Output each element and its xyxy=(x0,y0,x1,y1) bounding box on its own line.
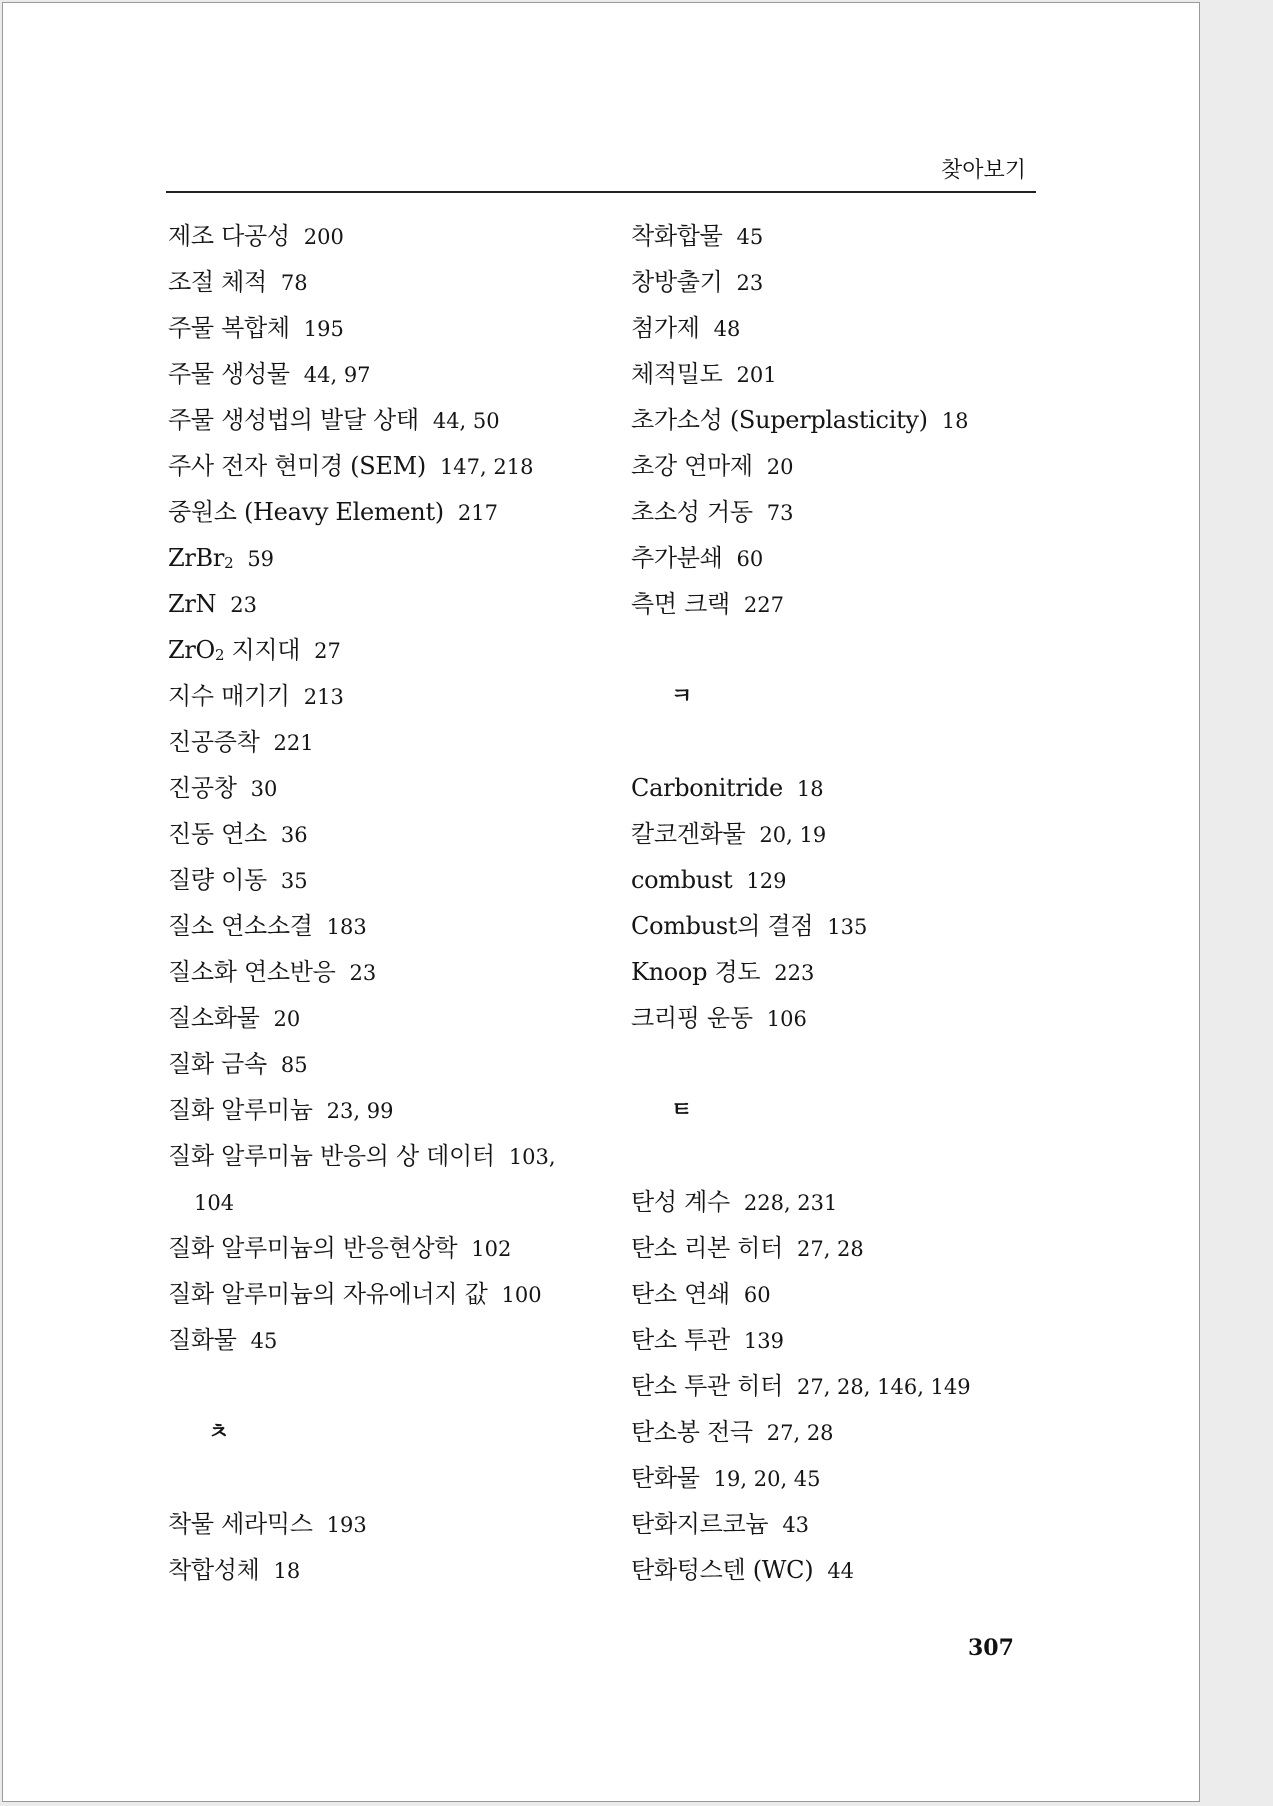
index-entry xyxy=(168,859,638,905)
index-entry-term: 질량 이동 xyxy=(168,866,267,894)
index-entry-pages: 20, 19 xyxy=(759,823,827,847)
index-entry-term: 질소화물 xyxy=(168,1004,260,1032)
index-entry-continuation xyxy=(168,1181,638,1227)
index-entry-term: 추가분쇄 xyxy=(631,544,723,572)
index-entry-pages: 27 xyxy=(314,639,341,663)
index-entry xyxy=(631,1457,1101,1503)
index-entry xyxy=(631,997,1101,1043)
index-entry-term: 탄소 투관 xyxy=(631,1326,730,1354)
index-entry-pages: 35 xyxy=(280,869,308,893)
index-entry-term: 주물 생성물 xyxy=(168,360,290,388)
index-entry xyxy=(168,215,638,261)
index-entry xyxy=(631,859,1101,905)
index-entry-term: combust xyxy=(631,866,733,894)
index-entry-term: 착화합물 xyxy=(631,222,723,250)
index-entry-pages: 73 xyxy=(766,501,794,525)
index-entry xyxy=(168,261,638,307)
index-entry-term: 탄화텅스텐 (WC) xyxy=(631,1556,814,1584)
index-entry-pages: 44, 97 xyxy=(303,363,371,387)
index-entry xyxy=(168,307,638,353)
index-entry xyxy=(631,537,1101,583)
index-column-left xyxy=(168,215,638,1595)
index-entry xyxy=(631,215,1101,261)
index-entry xyxy=(168,675,638,721)
index-entry xyxy=(168,491,638,537)
index-entry-pages: 201 xyxy=(736,363,777,387)
index-entry-pages: 217 xyxy=(457,501,498,525)
index-entry-pages: 227 xyxy=(743,593,784,617)
index-entry-pages: 18 xyxy=(796,777,824,801)
index-entry xyxy=(168,353,638,399)
index-spacer xyxy=(631,629,1101,675)
index-entry-term: 착물 세라믹스 xyxy=(168,1510,313,1538)
index-entry-term: 창방출기 xyxy=(631,268,723,296)
index-entry xyxy=(168,767,638,813)
term-subscript: 2 xyxy=(224,554,234,572)
index-entry xyxy=(631,445,1101,491)
index-entry-term: 질소화 연소반응 xyxy=(168,958,336,986)
page-number: 307 xyxy=(968,1635,1014,1661)
index-entry-pages: 18 xyxy=(273,1559,301,1583)
index-entry xyxy=(168,1089,638,1135)
index-spacer xyxy=(168,1457,638,1503)
index-entry-term: 체적밀도 xyxy=(631,360,723,388)
index-entry-pages: 60 xyxy=(743,1283,771,1307)
index-entry-pages: 20 xyxy=(273,1007,301,1031)
index-entry xyxy=(168,1135,638,1181)
index-entry-term: 탄화지르코늄 xyxy=(631,1510,769,1538)
index-entry xyxy=(168,813,638,859)
index-entry-pages: 104 xyxy=(194,1191,235,1215)
index-spacer xyxy=(168,1365,638,1411)
index-entry-term: 제조 다공성 xyxy=(168,222,290,250)
index-entry xyxy=(168,1549,638,1595)
index-entry-term: 초강 연마제 xyxy=(631,452,753,480)
index-section-heading: ㅋ xyxy=(671,683,693,709)
index-entry-term: Knoop 경도 xyxy=(631,958,761,986)
index-entry-pages: 183 xyxy=(326,915,367,939)
index-spacer xyxy=(631,721,1101,767)
index-entry-term: 조절 체적 xyxy=(168,268,267,296)
index-entry-term: 진동 연소 xyxy=(168,820,267,848)
index-entry xyxy=(631,1365,1101,1411)
index-entry xyxy=(631,491,1101,537)
term-text: ZrBr xyxy=(168,544,225,572)
index-entry-term: 질화 알루미늄 xyxy=(168,1096,313,1124)
index-entry xyxy=(168,1227,638,1273)
index-entry-term: 측면 크랙 xyxy=(631,590,730,618)
index-entry-pages: 213 xyxy=(303,685,344,709)
viewer-background xyxy=(1201,0,1273,1806)
book-page xyxy=(2,2,1200,1802)
index-entry-pages: 200 xyxy=(303,225,344,249)
index-entry-pages: 45 xyxy=(250,1329,278,1353)
index-spacer xyxy=(631,1043,1101,1089)
index-entry xyxy=(168,629,638,675)
index-entry xyxy=(168,997,638,1043)
index-entry-pages: 27, 28 xyxy=(766,1421,834,1445)
index-entry-pages: 43 xyxy=(782,1513,810,1537)
index-entry-term: 초가소성 (Superplasticity) xyxy=(631,406,928,434)
index-entry-pages: 102 xyxy=(471,1237,512,1261)
index-entry-pages: 193 xyxy=(326,1513,367,1537)
index-entry-pages: 139 xyxy=(743,1329,784,1353)
index-entry-pages: 20 xyxy=(766,455,794,479)
index-entry xyxy=(631,1549,1101,1595)
index-entry-pages: 221 xyxy=(273,731,314,755)
index-entry-term: 질화 알루미늄의 자유에너지 값 xyxy=(168,1280,488,1308)
index-entry-pages: 78 xyxy=(280,271,308,295)
index-entry-term: Combust의 결점 xyxy=(631,912,814,940)
index-entry-pages: 19, 20, 45 xyxy=(713,1467,821,1491)
index-entry-term xyxy=(168,636,300,664)
index-entry xyxy=(168,905,638,951)
index-entry-pages: 27, 28 xyxy=(796,1237,864,1261)
index-entry-term xyxy=(168,544,233,572)
index-entry-pages: 48 xyxy=(713,317,741,341)
index-entry-term: 질화 금속 xyxy=(168,1050,267,1078)
index-entry xyxy=(631,399,1101,445)
term-subscript: 2 xyxy=(214,646,225,664)
index-entry xyxy=(631,1273,1101,1319)
index-entry-pages: 18 xyxy=(941,409,969,433)
index-entry-term: 탄소 리본 히터 xyxy=(631,1234,783,1262)
index-entry xyxy=(168,951,638,997)
header-rule xyxy=(166,191,1036,193)
index-entry xyxy=(168,399,638,445)
index-entry-pages: 23 xyxy=(230,593,257,617)
index-entry-term: 첨가제 xyxy=(631,314,700,342)
index-entry-pages: 228, 231 xyxy=(743,1191,838,1215)
index-entry-term: 질소 연소소결 xyxy=(168,912,313,940)
index-spacer xyxy=(631,1135,1101,1181)
index-entry-term: 주사 전자 현미경 (SEM) xyxy=(168,452,426,480)
index-entry xyxy=(631,951,1101,997)
index-entry xyxy=(168,583,638,629)
index-entry-term: 중원소 (Heavy Element) xyxy=(168,498,444,526)
index-entry xyxy=(631,353,1101,399)
index-entry xyxy=(631,1227,1101,1273)
index-entry-term: Carbonitride xyxy=(631,774,783,802)
index-entry xyxy=(168,537,638,583)
index-entry-pages: 103, xyxy=(508,1145,556,1169)
index-entry-pages: 23 xyxy=(349,961,377,985)
index-entry xyxy=(631,1503,1101,1549)
index-entry xyxy=(631,1411,1101,1457)
index-entry-term: 착합성체 xyxy=(168,1556,260,1584)
index-entry-term: 탄성 계수 xyxy=(631,1188,730,1216)
index-entry-pages: 106 xyxy=(766,1007,807,1031)
index-entry-term: 탄소 투관 히터 xyxy=(631,1372,783,1400)
index-entry-pages: 23, 99 xyxy=(326,1099,394,1123)
index-entry-term: 지수 매기기 xyxy=(168,682,290,710)
running-header: 찾아보기 xyxy=(941,158,1027,183)
index-entry-term: ZrN xyxy=(168,590,217,618)
index-entry-term: 진공창 xyxy=(168,774,237,802)
index-entry-pages: 60 xyxy=(736,547,764,571)
index-entry-term: 칼코겐화물 xyxy=(631,820,746,848)
index-entry-term: 질화물 xyxy=(168,1326,237,1354)
index-entry-pages: 27, 28, 146, 149 xyxy=(796,1375,971,1399)
index-entry xyxy=(168,721,638,767)
index-entry xyxy=(631,261,1101,307)
index-section-heading: ㅊ xyxy=(208,1419,230,1445)
index-entry-term: 주물 복합체 xyxy=(168,314,290,342)
index-column-right xyxy=(631,215,1101,1595)
index-entry xyxy=(631,307,1101,353)
index-section-heading: ㅌ xyxy=(671,1097,693,1123)
index-entry-term: 주물 생성법의 발달 상태 xyxy=(168,406,419,434)
index-entry-pages: 100 xyxy=(501,1283,542,1307)
index-entry xyxy=(631,813,1101,859)
index-entry xyxy=(168,1503,638,1549)
index-entry xyxy=(168,445,638,491)
index-entry-term: 탄소봉 전극 xyxy=(631,1418,753,1446)
index-entry-pages: 30 xyxy=(250,777,278,801)
index-entry xyxy=(631,1181,1101,1227)
index-entry xyxy=(631,583,1101,629)
index-entry xyxy=(168,1273,638,1319)
index-entry-pages: 85 xyxy=(280,1053,308,1077)
index-entry xyxy=(631,905,1101,951)
index-entry-pages: 44 xyxy=(827,1559,855,1583)
index-entry-term: 질화 알루미늄 반응의 상 데이터 xyxy=(168,1142,495,1170)
index-entry-term: 질화 알루미늄의 반응현상학 xyxy=(168,1234,458,1262)
index-entry-term: 탄화물 xyxy=(631,1464,700,1492)
index-entry-pages: 23 xyxy=(736,271,764,295)
index-entry-pages: 129 xyxy=(746,869,787,893)
index-entry-pages: 36 xyxy=(280,823,308,847)
index-entry-term: 크리핑 운동 xyxy=(631,1004,753,1032)
term-text: ZrO xyxy=(168,636,215,664)
index-entry-pages: 44, 50 xyxy=(432,409,500,433)
index-entry xyxy=(631,1319,1101,1365)
index-entry-pages: 223 xyxy=(774,961,815,985)
term-text-suffix: 지지대 xyxy=(224,636,301,664)
index-entry-pages: 195 xyxy=(303,317,344,341)
index-entry-pages: 147, 218 xyxy=(439,455,534,479)
index-entry xyxy=(168,1043,638,1089)
index-entry-term: 진공증착 xyxy=(168,728,260,756)
index-entry-term: 탄소 연쇄 xyxy=(631,1280,730,1308)
index-entry xyxy=(168,1319,638,1365)
index-entry-pages: 45 xyxy=(736,225,764,249)
index-entry xyxy=(631,767,1101,813)
index-entry-term: 초소성 거동 xyxy=(631,498,753,526)
index-entry-pages: 59 xyxy=(247,547,275,571)
index-entry-pages: 135 xyxy=(827,915,868,939)
